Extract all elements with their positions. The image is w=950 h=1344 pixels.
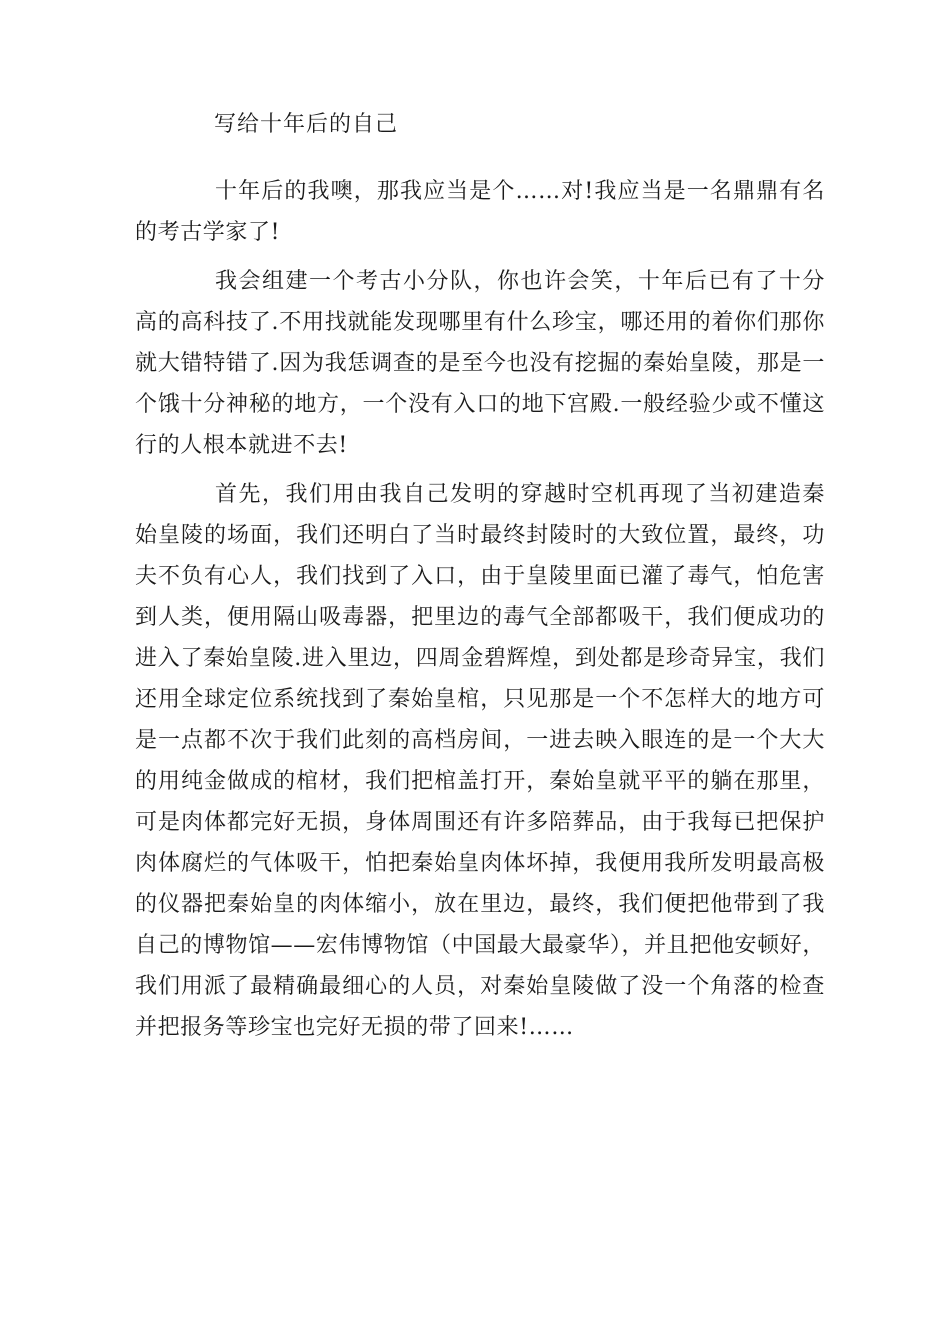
document-title: 写给十年后的自己	[214, 112, 399, 137]
paragraph-3: 首先，我们用由我自己发明的穿越时空机再现了当初建造秦始皇陵的场面，我们还明白了当时最终封陵时的大致位置，最终，功夫不负有心人，我们找到了入口，由于皇陵里面已灌了毒气，怕危害到人类，便用隔山吸毒器，把里边的毒气全部都吸干，我们便成功的进入了秦始皇陵.进入里边，四周金碧辉煌，到处都是珍奇异宝，我们还用全球定位系统找到了秦始皇棺，只见那是一个不怎样大的地方可是一点都不次于我们此刻的高档房间，一进去映入眼连的是一个大大的用纯金做成的棺材，我们把棺盖打开，秦始皇就平平的躺在那里，可是肉体都完好无损，身体周围还有许多陪葬品，由于我每已把保护肉体腐烂的气体吸干，怕把秦始皇肉体坏掉，我便用我所发明最高极的仪器把秦始皇的肉体缩小，放在里边，最终，我们便把他带到了我自己的博物馆——宏伟博物馆（中国最大最豪华），并且把他安顿好，我们用派了最精确最细心的人员，对秦始皇陵做了没一个角落的检查并把报务等珍宝也完好无损的带了回来!……	[135, 482, 825, 1040]
document-body	[135, 171, 825, 1056]
paragraph-2: 我会组建一个考古小分队，你也许会笑，十年后已有了十分高的高科技了.不用找就能发现哪里有什么珍宝，哪还用的着你们那你就大错特错了.因为我恁调查的是至今也没有挖掘的秦始皇陵，那是一个饿十分神秘的地方，一个没有入口的地下宫殿.一般经验少或不懂这行的人根本就进不去!	[135, 269, 825, 458]
paragraph-1: 十年后的我噢，那我应当是个……对!我应当是一名鼎鼎有名的考古学家了!	[135, 179, 825, 245]
